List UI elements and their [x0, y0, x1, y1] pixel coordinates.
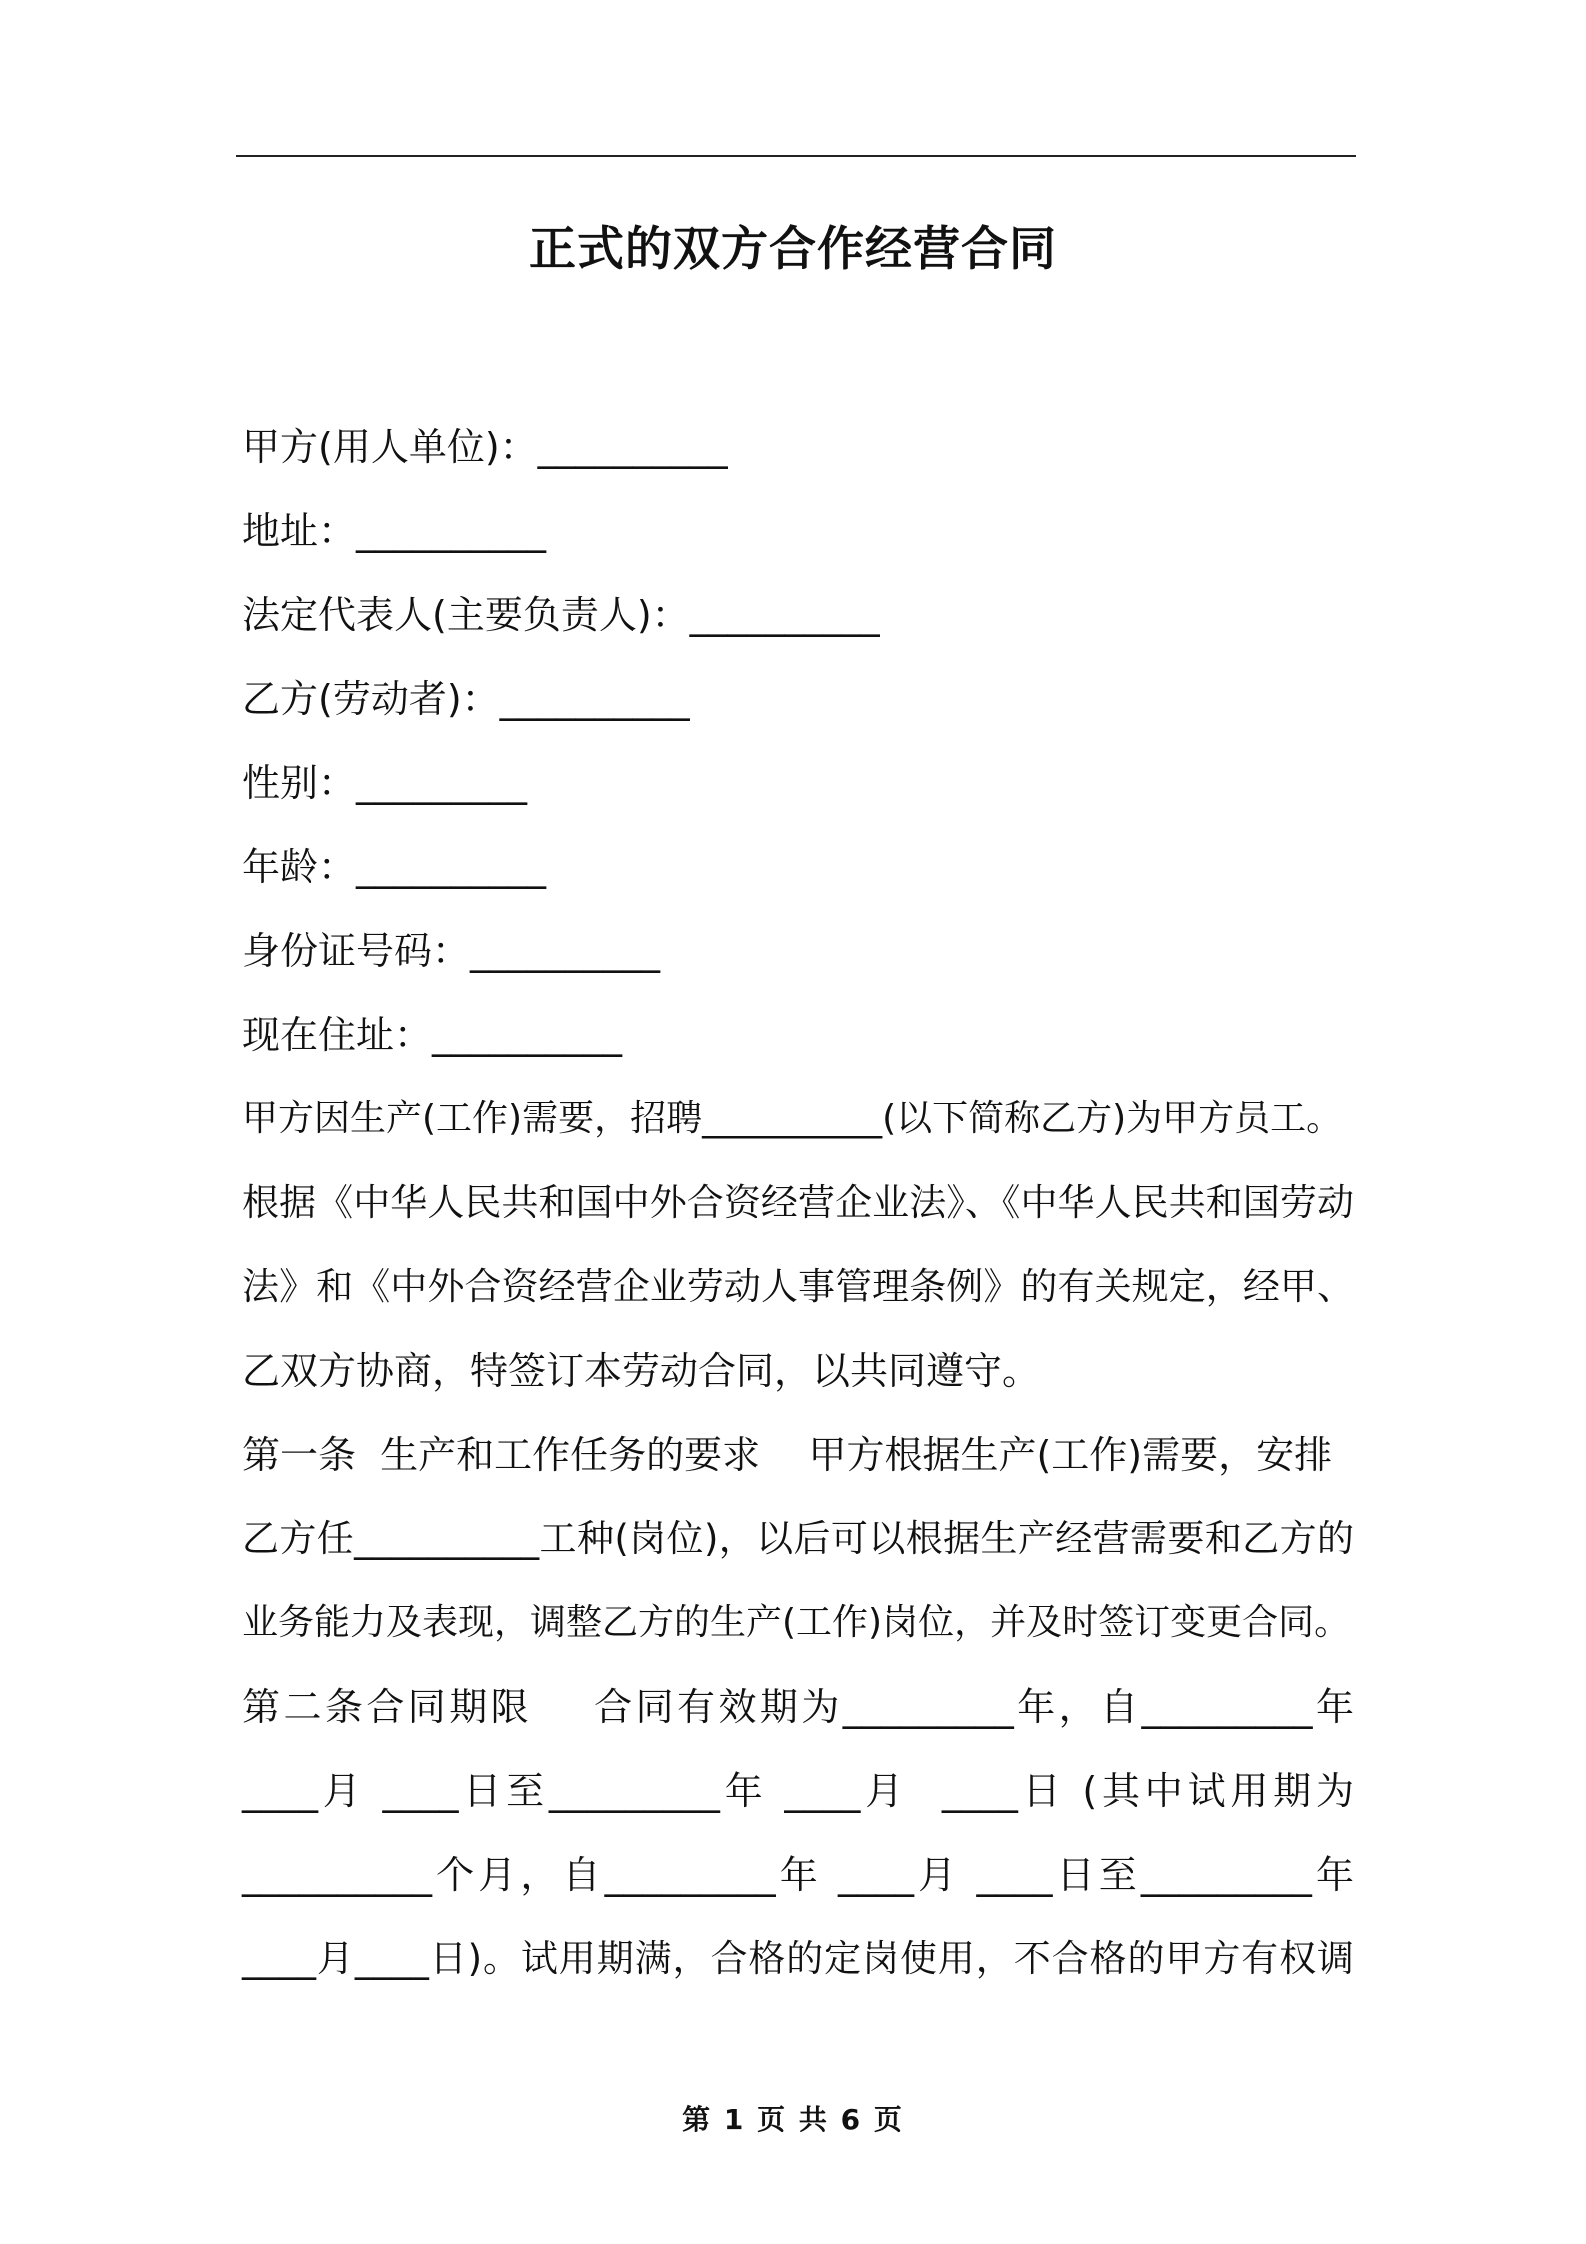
header-rule — [236, 155, 1356, 157]
page-footer: 第 1 页 共 6 页 — [682, 2103, 904, 2136]
article-2-line-4: ____月____日)。试用期满，合格的定岗使用，不合格的甲方有权调 — [242, 1937, 1354, 1980]
document-body — [242, 405, 1354, 2001]
article-2-line-1: 第二条合同期限 合同有效期为_________年，自_________年 — [242, 1685, 1354, 1729]
gender-line: 性别：_________ — [242, 761, 528, 805]
article-1-line-1: 第一条 生产和工作任务的要求 甲方根据生产(工作)需要，安排 — [242, 1433, 1333, 1477]
id-number-line: 身份证号码：__________ — [242, 929, 661, 973]
recruitment-paragraph-line: 甲方因生产(工作)需要，招聘__________(以下简称乙方)为甲方员工。 — [242, 1098, 1343, 1139]
address-line: 地址：__________ — [242, 509, 547, 553]
current-address-line: 现在住址：__________ — [242, 1013, 623, 1057]
article-2-line-3: __________个月，自_________年 ____月 ____日至_________年 — [242, 1853, 1354, 1897]
article-2-line-2: ____月 ____日至_________年 ____月 ____日 (其中试用期为 — [242, 1769, 1354, 1813]
party-b-line: 乙方(劳动者)：__________ — [242, 677, 690, 721]
age-line: 年龄：__________ — [242, 845, 547, 889]
party-a-line: 甲方(用人单位)：__________ — [242, 425, 728, 469]
legal-representative-line: 法定代表人(主要负责人)：__________ — [242, 593, 880, 637]
article-1-line-2: 乙方任__________工种(岗位)，以后可以根据生产经营需要和乙方的 — [242, 1517, 1354, 1560]
legal-basis-line-1: 根据《中华人民共和国中外合资经营企业法》、《中华人民共和国劳动 — [242, 1181, 1354, 1224]
article-1-line-3: 业务能力及表现，调整乙方的生产(工作)岗位，并及时签订变更合同。 — [242, 1602, 1351, 1643]
legal-basis-line-3: 乙双方协商，特签订本劳动合同，以共同遵守。 — [242, 1349, 1041, 1393]
legal-basis-line-2: 法》和《中外合资经营企业劳动人事管理条例》的有关规定，经甲、 — [242, 1265, 1354, 1308]
document-title: 正式的双方合作经营合同 — [529, 222, 1057, 277]
